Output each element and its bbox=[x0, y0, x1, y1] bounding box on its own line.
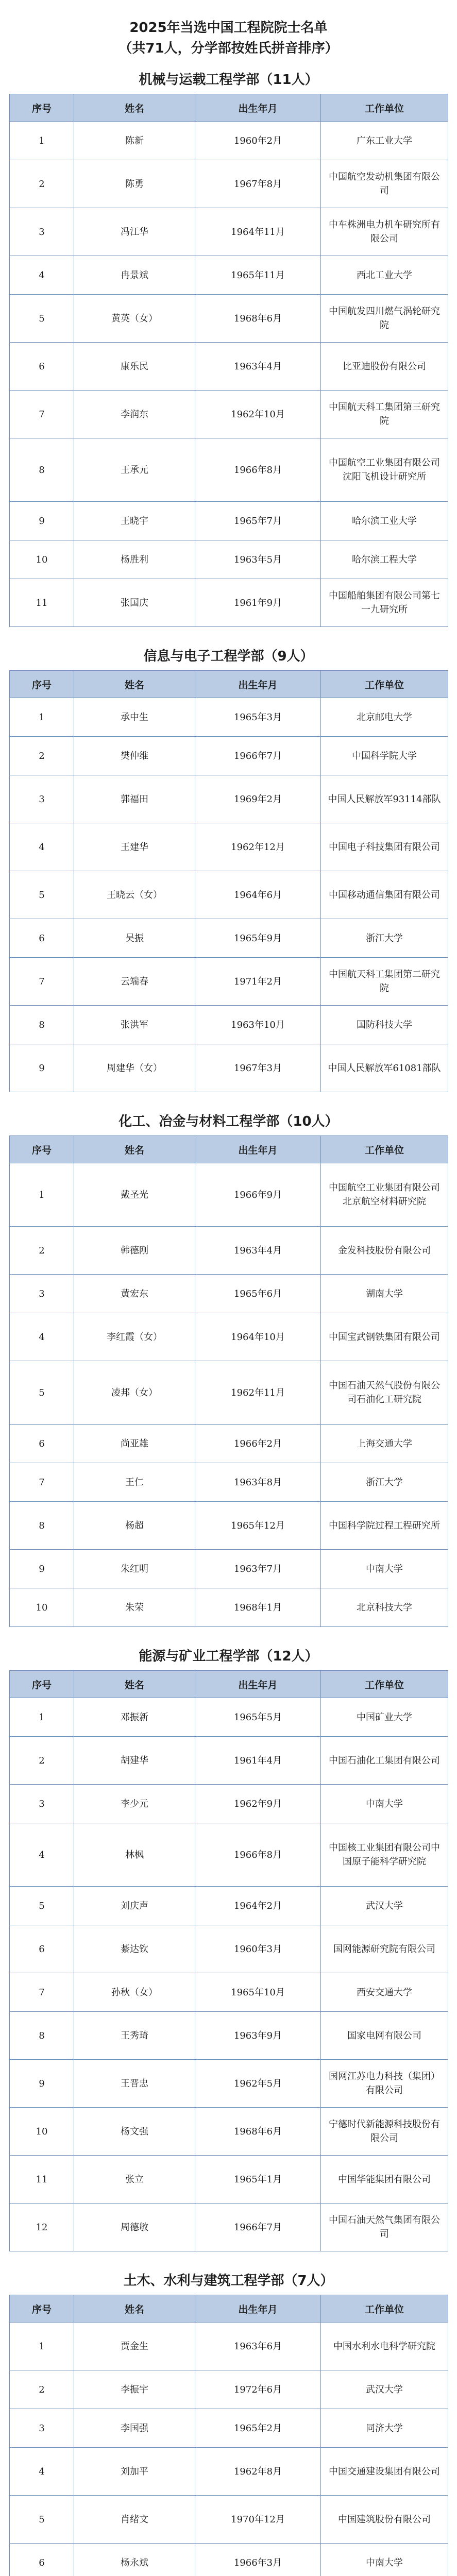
table-row bbox=[10, 2108, 448, 2156]
cell-birth: 1966年7月 bbox=[195, 2204, 321, 2251]
table-row bbox=[10, 391, 448, 438]
section bbox=[9, 2271, 448, 2576]
cell-birth: 1962年12月 bbox=[195, 823, 321, 871]
cell-name: 李红霞（女） bbox=[74, 1313, 195, 1361]
cell-name: 张国庆 bbox=[74, 579, 195, 627]
table-row bbox=[10, 2544, 448, 2576]
cell-name: 朱荣 bbox=[74, 1588, 195, 1627]
cell-index: 3 bbox=[10, 208, 74, 256]
table-row bbox=[10, 1887, 448, 1925]
cell-unit: 广东工业大学 bbox=[321, 122, 448, 160]
header-name: 姓名 bbox=[74, 2295, 195, 2323]
cell-index: 2 bbox=[10, 1227, 74, 1275]
cell-unit: 武汉大学 bbox=[321, 1887, 448, 1925]
cell-birth: 1960年2月 bbox=[195, 122, 321, 160]
cell-name: 李振宇 bbox=[74, 2370, 195, 2409]
cell-unit: 中国航天科工集团第二研究院 bbox=[321, 958, 448, 1006]
table-row bbox=[10, 823, 448, 871]
cell-unit: 西安交通大学 bbox=[321, 1973, 448, 2012]
cell-unit: 中国人民解放军61081部队 bbox=[321, 1044, 448, 1092]
table-row bbox=[10, 2496, 448, 2544]
cell-index: 7 bbox=[10, 1973, 74, 2012]
cell-birth: 1968年6月 bbox=[195, 2108, 321, 2156]
cell-index: 5 bbox=[10, 2496, 74, 2544]
table-header-row bbox=[10, 94, 448, 122]
table-row bbox=[10, 1550, 448, 1588]
cell-unit: 宁德时代新能源科技股份有限公司 bbox=[321, 2108, 448, 2156]
cell-unit: 中国科学院过程工程研究所 bbox=[321, 1502, 448, 1550]
cell-index: 8 bbox=[10, 2012, 74, 2060]
cell-birth: 1965年2月 bbox=[195, 2409, 321, 2448]
table-row bbox=[10, 1463, 448, 1502]
header-birth: 出生年月 bbox=[195, 2295, 321, 2323]
cell-name: 杨文强 bbox=[74, 2108, 195, 2156]
cell-birth: 1963年8月 bbox=[195, 1463, 321, 1502]
cell-birth: 1968年6月 bbox=[195, 295, 321, 343]
cell-name: 康乐民 bbox=[74, 343, 195, 391]
table-row bbox=[10, 208, 448, 256]
header-unit: 工作单位 bbox=[321, 671, 448, 698]
cell-unit: 中南大学 bbox=[321, 1550, 448, 1588]
cell-name: 刘庆声 bbox=[74, 1887, 195, 1925]
table-header-row bbox=[10, 1671, 448, 1698]
cell-name: 周德敏 bbox=[74, 2204, 195, 2251]
cell-name: 林枫 bbox=[74, 1823, 195, 1887]
cell-index: 7 bbox=[10, 1463, 74, 1502]
table-row bbox=[10, 1823, 448, 1887]
table-row bbox=[10, 122, 448, 160]
header-index: 序号 bbox=[10, 1136, 74, 1163]
table-row bbox=[10, 1275, 448, 1313]
cell-index: 11 bbox=[10, 579, 74, 627]
cell-index: 2 bbox=[10, 160, 74, 208]
header-unit: 工作单位 bbox=[321, 94, 448, 122]
cell-unit: 中国石油天然气集团有限公司 bbox=[321, 2204, 448, 2251]
cell-name: 郭福田 bbox=[74, 775, 195, 823]
cell-index: 1 bbox=[10, 2323, 74, 2370]
cell-name: 王晓宇 bbox=[74, 502, 195, 540]
cell-name: 杨超 bbox=[74, 1502, 195, 1550]
cell-index: 8 bbox=[10, 438, 74, 502]
cell-unit: 国防科技大学 bbox=[321, 1006, 448, 1044]
cell-birth: 1963年10月 bbox=[195, 1006, 321, 1044]
document-title: 2025年当选中国工程院院士名单 bbox=[129, 20, 328, 36]
cell-index: 2 bbox=[10, 737, 74, 775]
cell-name: 贾金生 bbox=[74, 2323, 195, 2370]
cell-index: 1 bbox=[10, 1698, 74, 1737]
cell-unit: 中国电子科技集团有限公司 bbox=[321, 823, 448, 871]
cell-unit: 中国华能集团有限公司 bbox=[321, 2156, 448, 2204]
cell-unit: 湖南大学 bbox=[321, 1275, 448, 1313]
cell-birth: 1967年3月 bbox=[195, 1044, 321, 1092]
header-index: 序号 bbox=[10, 1671, 74, 1698]
cell-unit: 中国航天科工集团第三研究院 bbox=[321, 391, 448, 438]
cell-birth: 1964年11月 bbox=[195, 208, 321, 256]
table-row bbox=[10, 737, 448, 775]
cell-name: 王晓云（女） bbox=[74, 871, 195, 919]
table-row bbox=[10, 1044, 448, 1092]
header-name: 姓名 bbox=[74, 94, 195, 122]
cell-name: 周建华（女） bbox=[74, 1044, 195, 1092]
table-row bbox=[10, 160, 448, 208]
cell-index: 1 bbox=[10, 698, 74, 737]
table-row bbox=[10, 579, 448, 627]
cell-birth: 1963年6月 bbox=[195, 2323, 321, 2370]
cell-unit: 中国石油化工集团有限公司 bbox=[321, 1737, 448, 1785]
cell-unit: 同济大学 bbox=[321, 2409, 448, 2448]
cell-index: 12 bbox=[10, 2204, 74, 2251]
cell-birth: 1965年3月 bbox=[195, 698, 321, 737]
cell-birth: 1966年9月 bbox=[195, 1163, 321, 1227]
cell-unit: 中南大学 bbox=[321, 1785, 448, 1823]
cell-name: 邓振新 bbox=[74, 1698, 195, 1737]
cell-index: 7 bbox=[10, 391, 74, 438]
cell-birth: 1966年8月 bbox=[195, 1823, 321, 1887]
cell-birth: 1971年2月 bbox=[195, 958, 321, 1006]
table-row bbox=[10, 1227, 448, 1275]
cell-index: 3 bbox=[10, 775, 74, 823]
table-header-row bbox=[10, 1136, 448, 1163]
cell-index: 11 bbox=[10, 2156, 74, 2204]
cell-unit: 中车株洲电力机车研究所有限公司 bbox=[321, 208, 448, 256]
cell-birth: 1969年2月 bbox=[195, 775, 321, 823]
header-index: 序号 bbox=[10, 671, 74, 698]
cell-birth: 1965年9月 bbox=[195, 919, 321, 958]
cell-birth: 1963年5月 bbox=[195, 540, 321, 579]
cell-unit: 中国航空工业集团有限公司沈阳飞机设计研究所 bbox=[321, 438, 448, 502]
cell-index: 1 bbox=[10, 1163, 74, 1227]
table-row bbox=[10, 502, 448, 540]
cell-birth: 1962年10月 bbox=[195, 391, 321, 438]
cell-unit: 中国交通建设集团有限公司 bbox=[321, 2448, 448, 2496]
cell-birth: 1963年4月 bbox=[195, 1227, 321, 1275]
cell-index: 5 bbox=[10, 871, 74, 919]
cell-birth: 1962年9月 bbox=[195, 1785, 321, 1823]
section bbox=[9, 1647, 448, 2251]
header-birth: 出生年月 bbox=[195, 94, 321, 122]
cell-birth: 1968年1月 bbox=[195, 1588, 321, 1627]
table-row bbox=[10, 871, 448, 919]
table-row bbox=[10, 343, 448, 391]
cell-unit: 金发科技股份有限公司 bbox=[321, 1227, 448, 1275]
cell-index: 3 bbox=[10, 2409, 74, 2448]
section bbox=[9, 70, 448, 627]
cell-birth: 1963年7月 bbox=[195, 1550, 321, 1588]
cell-birth: 1962年5月 bbox=[195, 2060, 321, 2108]
cell-name: 冉景斌 bbox=[74, 256, 195, 295]
cell-unit: 中国宝武钢铁集团有限公司 bbox=[321, 1313, 448, 1361]
cell-birth: 1965年6月 bbox=[195, 1275, 321, 1313]
table-row bbox=[10, 1737, 448, 1785]
cell-unit: 中国核工业集团有限公司中国原子能科学研究院 bbox=[321, 1823, 448, 1887]
header-unit: 工作单位 bbox=[321, 1136, 448, 1163]
cell-unit: 浙江大学 bbox=[321, 919, 448, 958]
member-table bbox=[9, 1136, 448, 1627]
cell-name: 胡建华 bbox=[74, 1737, 195, 1785]
table-row bbox=[10, 295, 448, 343]
cell-name: 黄宏东 bbox=[74, 1275, 195, 1313]
table-row bbox=[10, 2012, 448, 2060]
cell-name: 承中生 bbox=[74, 698, 195, 737]
cell-name: 黄英（女） bbox=[74, 295, 195, 343]
cell-index: 9 bbox=[10, 502, 74, 540]
header-birth: 出生年月 bbox=[195, 1671, 321, 1698]
table-row bbox=[10, 2060, 448, 2108]
section-title: 能源与矿业工程学部（12人） bbox=[139, 1649, 318, 1664]
table-row bbox=[10, 698, 448, 737]
header-name: 姓名 bbox=[74, 1671, 195, 1698]
cell-birth: 1967年8月 bbox=[195, 160, 321, 208]
section-title: 化工、冶金与材料工程学部（10人） bbox=[119, 1114, 338, 1129]
table-row bbox=[10, 1006, 448, 1044]
header-birth: 出生年月 bbox=[195, 1136, 321, 1163]
cell-index: 2 bbox=[10, 2370, 74, 2409]
cell-unit: 北京科技大学 bbox=[321, 1588, 448, 1627]
cell-unit: 中国移动通信集团有限公司 bbox=[321, 871, 448, 919]
table-row bbox=[10, 1588, 448, 1627]
cell-index: 10 bbox=[10, 1588, 74, 1627]
cell-birth: 1965年12月 bbox=[195, 1502, 321, 1550]
cell-birth: 1964年10月 bbox=[195, 1313, 321, 1361]
cell-name: 韩德刚 bbox=[74, 1227, 195, 1275]
table-row bbox=[10, 1361, 448, 1425]
table-row bbox=[10, 2204, 448, 2251]
cell-index: 3 bbox=[10, 1785, 74, 1823]
table-row bbox=[10, 2370, 448, 2409]
cell-unit: 中南大学 bbox=[321, 2544, 448, 2576]
cell-index: 10 bbox=[10, 2108, 74, 2156]
table-row bbox=[10, 438, 448, 502]
section-title: 信息与电子工程学部（9人） bbox=[143, 649, 314, 664]
cell-birth: 1960年3月 bbox=[195, 1925, 321, 1973]
cell-unit: 中国科学院大学 bbox=[321, 737, 448, 775]
cell-index: 9 bbox=[10, 1550, 74, 1588]
cell-index: 6 bbox=[10, 2544, 74, 2576]
member-table bbox=[9, 94, 448, 627]
cell-name: 王建华 bbox=[74, 823, 195, 871]
cell-birth: 1965年1月 bbox=[195, 2156, 321, 2204]
cell-name: 朱红明 bbox=[74, 1550, 195, 1588]
cell-birth: 1961年9月 bbox=[195, 579, 321, 627]
cell-unit: 中国航发四川燃气涡轮研究院 bbox=[321, 295, 448, 343]
table-row bbox=[10, 2448, 448, 2496]
member-table bbox=[9, 670, 448, 1092]
cell-name: 李润东 bbox=[74, 391, 195, 438]
header-unit: 工作单位 bbox=[321, 2295, 448, 2323]
cell-index: 4 bbox=[10, 1313, 74, 1361]
cell-name: 綦达钦 bbox=[74, 1925, 195, 1973]
cell-index: 5 bbox=[10, 295, 74, 343]
cell-unit: 中国航空工业集团有限公司北京航空材料研究院 bbox=[321, 1163, 448, 1227]
cell-name: 张立 bbox=[74, 2156, 195, 2204]
cell-index: 4 bbox=[10, 823, 74, 871]
table-row bbox=[10, 1313, 448, 1361]
cell-name: 肖绪文 bbox=[74, 2496, 195, 2544]
cell-index: 9 bbox=[10, 2060, 74, 2108]
cell-name: 戴圣光 bbox=[74, 1163, 195, 1227]
table-row bbox=[10, 1502, 448, 1550]
table-header-row bbox=[10, 2295, 448, 2323]
cell-unit: 西北工业大学 bbox=[321, 256, 448, 295]
header-unit: 工作单位 bbox=[321, 1671, 448, 1698]
cell-unit: 中国人民解放军93114部队 bbox=[321, 775, 448, 823]
member-table bbox=[9, 1670, 448, 2251]
cell-unit: 国网江苏电力科技（集团）有限公司 bbox=[321, 2060, 448, 2108]
cell-name: 冯江华 bbox=[74, 208, 195, 256]
cell-index: 3 bbox=[10, 1275, 74, 1313]
cell-birth: 1961年4月 bbox=[195, 1737, 321, 1785]
cell-birth: 1965年11月 bbox=[195, 256, 321, 295]
table-row bbox=[10, 1163, 448, 1227]
cell-index: 6 bbox=[10, 1925, 74, 1973]
cell-index: 6 bbox=[10, 919, 74, 958]
cell-birth: 1966年2月 bbox=[195, 1425, 321, 1463]
header-index: 序号 bbox=[10, 2295, 74, 2323]
cell-unit: 中国船舶集团有限公司第七一九研究所 bbox=[321, 579, 448, 627]
cell-unit: 中国航空发动机集团有限公司 bbox=[321, 160, 448, 208]
cell-unit: 哈尔滨工程大学 bbox=[321, 540, 448, 579]
cell-index: 4 bbox=[10, 2448, 74, 2496]
cell-unit: 中国建筑股份有限公司 bbox=[321, 2496, 448, 2544]
cell-name: 李国强 bbox=[74, 2409, 195, 2448]
header-name: 姓名 bbox=[74, 1136, 195, 1163]
cell-birth: 1972年6月 bbox=[195, 2370, 321, 2409]
cell-name: 张洪军 bbox=[74, 1006, 195, 1044]
cell-index: 6 bbox=[10, 1425, 74, 1463]
cell-name: 王晋忠 bbox=[74, 2060, 195, 2108]
cell-unit: 哈尔滨工业大学 bbox=[321, 502, 448, 540]
table-row bbox=[10, 540, 448, 579]
cell-unit: 中国水利水电科学研究院 bbox=[321, 2323, 448, 2370]
cell-name: 云端春 bbox=[74, 958, 195, 1006]
cell-index: 8 bbox=[10, 1006, 74, 1044]
cell-unit: 国家电网有限公司 bbox=[321, 2012, 448, 2060]
cell-birth: 1966年8月 bbox=[195, 438, 321, 502]
cell-unit: 比亚迪股份有限公司 bbox=[321, 343, 448, 391]
section bbox=[9, 647, 448, 1092]
cell-name: 王秀琦 bbox=[74, 2012, 195, 2060]
cell-birth: 1963年9月 bbox=[195, 2012, 321, 2060]
cell-name: 陈勇 bbox=[74, 160, 195, 208]
table-row bbox=[10, 2409, 448, 2448]
cell-name: 樊仲维 bbox=[74, 737, 195, 775]
table-header-row bbox=[10, 671, 448, 698]
cell-name: 孙秋（女） bbox=[74, 1973, 195, 2012]
cell-name: 杨永斌 bbox=[74, 2544, 195, 2576]
cell-birth: 1964年2月 bbox=[195, 1887, 321, 1925]
table-row bbox=[10, 2323, 448, 2370]
cell-birth: 1966年3月 bbox=[195, 2544, 321, 2576]
document-subtitle: （共71人，分学部按姓氏拼音排序） bbox=[119, 41, 338, 56]
cell-name: 刘加平 bbox=[74, 2448, 195, 2496]
cell-name: 陈新 bbox=[74, 122, 195, 160]
cell-name: 王承元 bbox=[74, 438, 195, 502]
cell-index: 9 bbox=[10, 1044, 74, 1092]
cell-birth: 1964年6月 bbox=[195, 871, 321, 919]
cell-unit: 国网能源研究院有限公司 bbox=[321, 1925, 448, 1973]
cell-unit: 北京邮电大学 bbox=[321, 698, 448, 737]
cell-unit: 浙江大学 bbox=[321, 1463, 448, 1502]
table-row bbox=[10, 919, 448, 958]
cell-index: 8 bbox=[10, 1502, 74, 1550]
cell-unit: 上海交通大学 bbox=[321, 1425, 448, 1463]
member-table bbox=[9, 2295, 448, 2576]
section-title: 机械与运载工程学部（11人） bbox=[139, 72, 318, 88]
table-row bbox=[10, 256, 448, 295]
cell-birth: 1966年7月 bbox=[195, 737, 321, 775]
cell-index: 5 bbox=[10, 1887, 74, 1925]
table-row bbox=[10, 775, 448, 823]
cell-index: 2 bbox=[10, 1737, 74, 1785]
cell-birth: 1970年12月 bbox=[195, 2496, 321, 2544]
cell-name: 杨胜利 bbox=[74, 540, 195, 579]
cell-birth: 1962年11月 bbox=[195, 1361, 321, 1425]
cell-unit: 中国石油天然气股份有限公司石油化工研究院 bbox=[321, 1361, 448, 1425]
cell-index: 10 bbox=[10, 540, 74, 579]
cell-name: 凌邦（女） bbox=[74, 1361, 195, 1425]
cell-index: 5 bbox=[10, 1361, 74, 1425]
cell-name: 吴振 bbox=[74, 919, 195, 958]
sections-container bbox=[0, 70, 457, 2576]
cell-index: 6 bbox=[10, 343, 74, 391]
cell-birth: 1965年10月 bbox=[195, 1973, 321, 2012]
cell-index: 1 bbox=[10, 122, 74, 160]
table-row bbox=[10, 1785, 448, 1823]
cell-unit: 中国矿业大学 bbox=[321, 1698, 448, 1737]
header-index: 序号 bbox=[10, 94, 74, 122]
cell-birth: 1965年7月 bbox=[195, 502, 321, 540]
cell-index: 4 bbox=[10, 1823, 74, 1887]
section-title: 土木、水利与建筑工程学部（7人） bbox=[123, 2273, 334, 2289]
header-name: 姓名 bbox=[74, 671, 195, 698]
cell-name: 王仁 bbox=[74, 1463, 195, 1502]
cell-name: 李少元 bbox=[74, 1785, 195, 1823]
table-row bbox=[10, 958, 448, 1006]
cell-birth: 1962年8月 bbox=[195, 2448, 321, 2496]
table-row bbox=[10, 1698, 448, 1737]
cell-index: 4 bbox=[10, 256, 74, 295]
header-birth: 出生年月 bbox=[195, 671, 321, 698]
cell-name: 尚亚雄 bbox=[74, 1425, 195, 1463]
table-row bbox=[10, 1973, 448, 2012]
cell-index: 7 bbox=[10, 958, 74, 1006]
table-row bbox=[10, 2156, 448, 2204]
table-row bbox=[10, 1925, 448, 1973]
cell-birth: 1965年5月 bbox=[195, 1698, 321, 1737]
table-row bbox=[10, 1425, 448, 1463]
cell-unit: 武汉大学 bbox=[321, 2370, 448, 2409]
section bbox=[9, 1112, 448, 1627]
cell-birth: 1963年4月 bbox=[195, 343, 321, 391]
